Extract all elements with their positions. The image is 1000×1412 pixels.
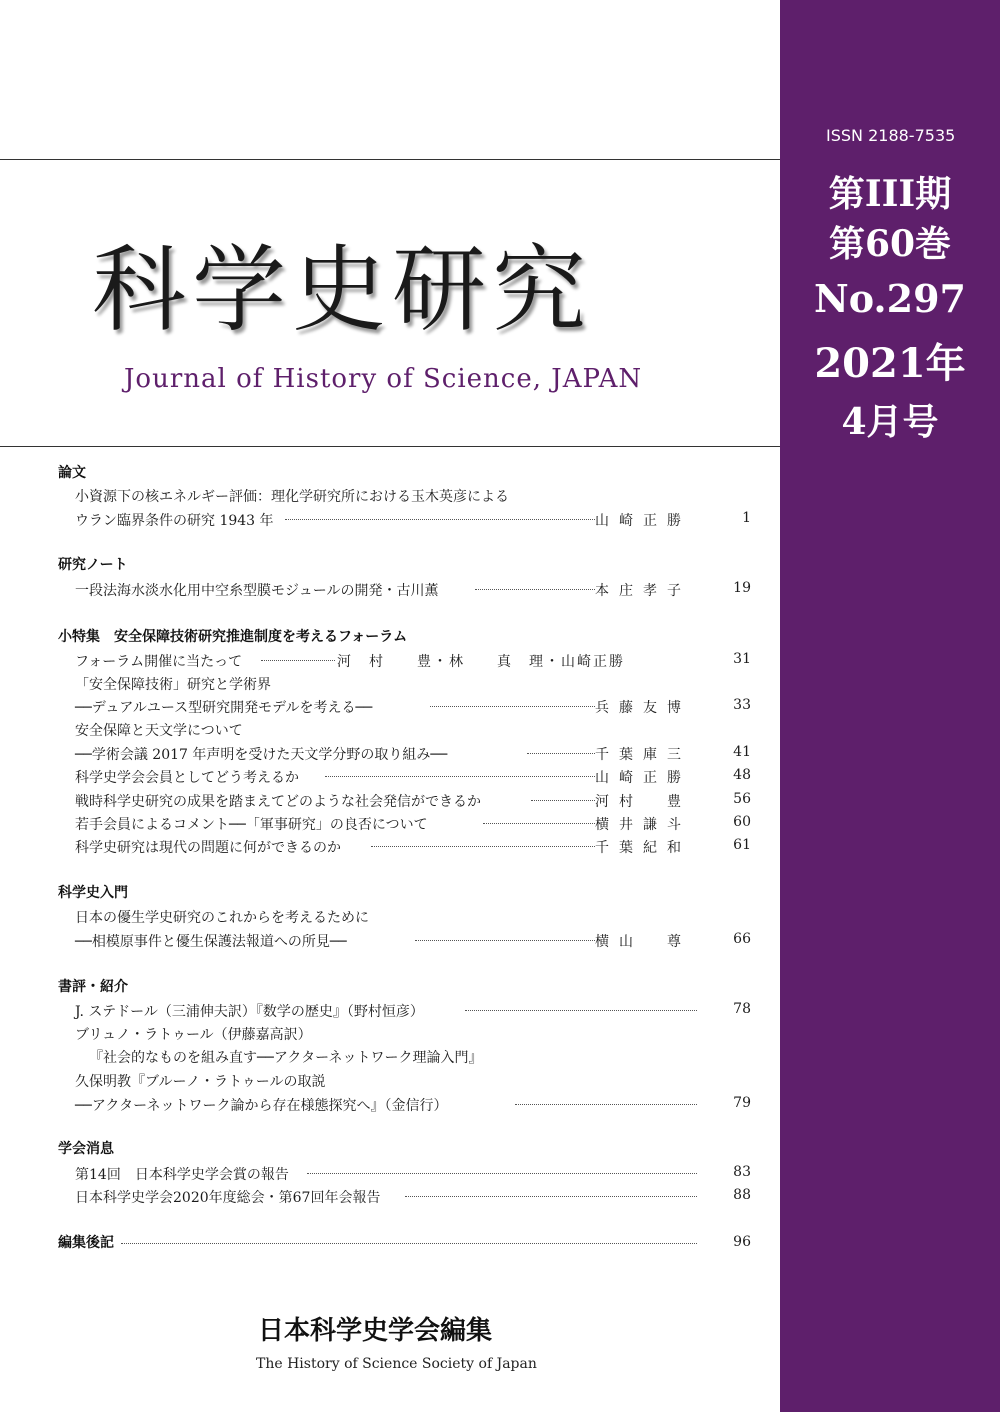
issue-month: 4月号 [841,401,939,443]
section-heading: 科学史入門 [58,885,128,901]
toc-line: 科学史学会会員としてどう考えるか 山崎正勝 48 [75,767,751,786]
toc-line: 科学史研究は現代の問題に何ができるのか 千葉紀和 61 [75,837,751,856]
section-heading: 学会消息 [58,1141,114,1157]
toc-line: ウラン臨界条件の研究 1943 年 山崎正勝 1 [75,510,751,529]
toc-line: ──学術会議 2017 年声明を受けた天文学分野の取り組み── 千葉庫三 41 [75,744,751,763]
issue-number: No.297 [814,276,966,321]
journal-subtitle: Journal of History of Science, JAPAN [124,364,643,394]
toc-line: 『社会的なものを組み直す──アクターネットワーク理論入門』 [75,1047,755,1069]
section-heading: 論文 [58,465,86,481]
publisher-english: The History of Science Society of Japan [256,1356,537,1372]
issue-year: 2021年 [814,340,966,387]
toc-line: 96 [75,1234,755,1256]
toc-line: 日本の優生学史研究のこれからを考えるために [75,907,755,929]
toc-line: ──アクターネットワーク論から存在様態探究へ』（金信行） 79 [75,1095,751,1114]
section-heading: 書評・紹介 [58,979,128,995]
series-label: 第III期 [828,173,952,215]
toc-line: ──デュアルユース型研究開発モデルを考える── 兵藤友博 33 [75,697,751,716]
toc-line: 日本科学史学会2020年度総会・第67回年会報告 88 [75,1187,751,1206]
toc-line: フォーラム開催に当たって 河 村 豊・林 真 理・山崎正勝 31 [75,651,751,670]
section-heading: 編集後記 [58,1235,114,1251]
section-heading: 研究ノート [58,557,128,573]
toc-line: 第14回 日本科学史学会賞の報告 83 [75,1164,751,1183]
toc-line: 「安全保障技術」研究と学術界 [75,674,755,696]
volume-label: 第60巻 [828,223,952,265]
toc-line: 若手会員によるコメント──「軍事研究」の良否について 横井謙斗 60 [75,814,751,833]
toc-line: 小資源下の核エネルギー評価：理化学研究所における玉木英彦による [75,486,755,508]
issn: ISSN 2188-7535 [826,126,956,145]
publisher-japanese: 日本科学史学会編集 [258,1316,493,1346]
toc-line: 一段法海水淡水化用中空糸型膜モジュールの開発・古川薫 本庄孝子 19 [75,580,751,599]
journal-title: 科学史研究 [92,236,593,345]
section-heading: 小特集 安全保障技術研究推進制度を考えるフォーラム [58,629,408,645]
toc-line: 安全保障と天文学について [75,720,755,742]
toc-line: ブリュノ・ラトゥール（伊藤嘉高訳） [75,1024,755,1046]
toc-line: J. ステドール（三浦伸夫訳）『数学の歴史』（野村恒彦） 78 [75,1001,751,1020]
toc-line: ──相模原事件と優生保護法報道への所見── 横山 尊 66 [75,931,751,950]
toc-line: 戦時科学史研究の成果を踏まえてどのような社会発信ができるか 河村 豊 56 [75,791,751,810]
toc-line: 久保明教『ブルーノ・ラトゥールの取説 [75,1071,755,1093]
